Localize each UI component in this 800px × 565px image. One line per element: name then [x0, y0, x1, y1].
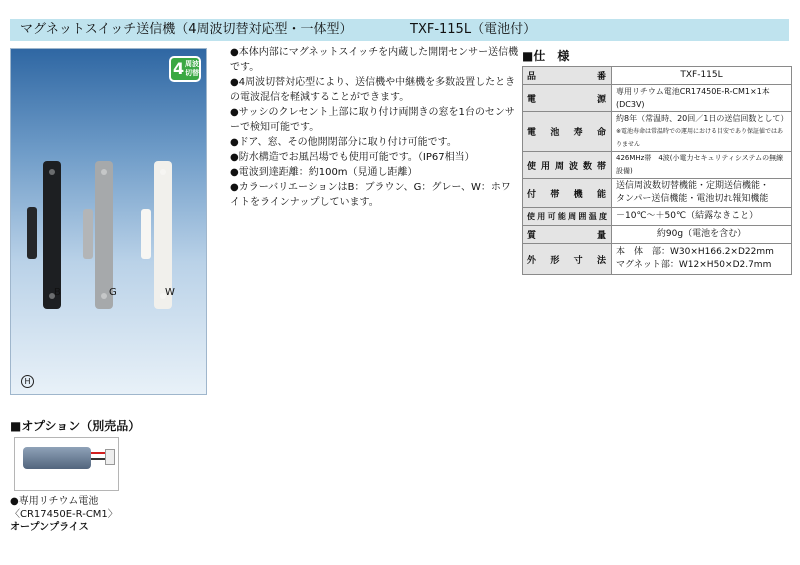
color-label-g: G — [109, 287, 117, 298]
spec-value: 専用リチウム電池CR17450E-R-CM1×1本(DC3V) — [612, 85, 792, 112]
spec-row — [523, 112, 792, 152]
battery-life-value: 約8年（常温時、20回／1日の送信回数として） — [616, 114, 789, 123]
spec-row — [523, 179, 792, 208]
spec-value: 426MHz帯 4波(小電力セキュリティシステムの無線設備) — [612, 152, 792, 179]
spec-label: 電源 — [523, 85, 612, 112]
spec-value: 約90g（電池を含む） — [612, 226, 792, 244]
feature-item: ●4周波切替対応型により、送信機や中継機を多数設置したときの電波混信を軽減することができます。 — [230, 77, 516, 103]
spec-value — [612, 112, 792, 152]
battery-photo — [14, 437, 119, 491]
product-title: マグネットスイッチ送信機（4周波切替対応型・一体型） — [20, 22, 353, 37]
color-label-b: B — [54, 287, 61, 298]
dimension-magnet: マグネット部：W12×H50×D2.7mm — [616, 260, 772, 270]
option-description — [10, 495, 118, 534]
spec-row — [523, 67, 792, 85]
spec-label: 付帯機能 — [523, 179, 612, 208]
spec-label: 使用周波数帯 — [523, 152, 612, 179]
option-part-number: 〈CR17450E-R-CM1〉 — [10, 509, 118, 520]
spec-label: 電池寿命 — [523, 112, 612, 152]
spec-row — [523, 152, 792, 179]
spec-table — [522, 66, 792, 275]
option-heading: ■オプション（別売品） — [10, 419, 141, 433]
spec-row — [523, 244, 792, 275]
spec-label: 品番 — [523, 67, 612, 85]
feature-item: ●電波到達距離：約100m（見通し距離） — [230, 167, 418, 178]
option-price: オープンプライス — [10, 522, 89, 533]
badge-number: 4 — [173, 59, 185, 78]
magnet-white — [141, 209, 151, 259]
header-bar — [10, 19, 789, 41]
spec-label: 質量 — [523, 226, 612, 244]
feature-item: ●ドア、窓、その他開閉部分に取り付け可能です。 — [230, 137, 457, 148]
function-line-2: タンパー送信機能・電池切れ報知機能 — [616, 194, 769, 204]
spec-label: 外形寸法 — [523, 244, 612, 275]
magnet-brown — [27, 207, 37, 259]
battery-connector — [105, 449, 115, 465]
spec-value: TXF-115L — [612, 67, 792, 85]
option-name: ●専用リチウム電池 — [10, 496, 99, 507]
spec-heading: ■仕 様 — [522, 49, 570, 63]
feature-item: ●防水構造でお風呂場でも使用可能です。（IP67相当） — [230, 152, 475, 163]
spec-value: －10℃～＋50℃（結露なきこと） — [612, 208, 792, 226]
feature-item: ●カラーバリエーションはB：ブラウン、G：グレー、W：ホワイトをラインナップしています。 — [230, 182, 511, 208]
spec-value — [612, 179, 792, 208]
frequency-badge — [169, 56, 201, 82]
spec-row — [523, 85, 792, 112]
function-line-1: 送信周波数切替機能・定期送信機能・ — [616, 181, 770, 191]
product-photo-panel — [10, 48, 207, 395]
dimension-body: 本 体 部：W30×H166.2×D22mm — [616, 247, 774, 257]
feature-list — [230, 45, 520, 210]
battery-life-note: ※電池寿命は常温時での運用における目安であり保証値ではありません — [616, 128, 784, 148]
feature-item: ●サッシのクレセント上部に取り付け両開きの窓を1台のセンサーで検知可能です。 — [230, 107, 515, 133]
battery-cell — [23, 447, 91, 469]
spec-row — [523, 208, 792, 226]
magnet-gray — [83, 209, 93, 259]
color-label-w: W — [165, 287, 175, 298]
spec-label: 使用可能周囲温度 — [523, 208, 612, 226]
badge-text: 周波切替 — [185, 60, 199, 77]
spec-value — [612, 244, 792, 275]
model-number: TXF-115L（電池付） — [410, 22, 537, 37]
spec-row — [523, 226, 792, 244]
feature-item: ●本体内部にマグネットスイッチを内蔵した開閉センサー送信機です。 — [230, 47, 519, 73]
h-mark: H — [21, 375, 34, 388]
